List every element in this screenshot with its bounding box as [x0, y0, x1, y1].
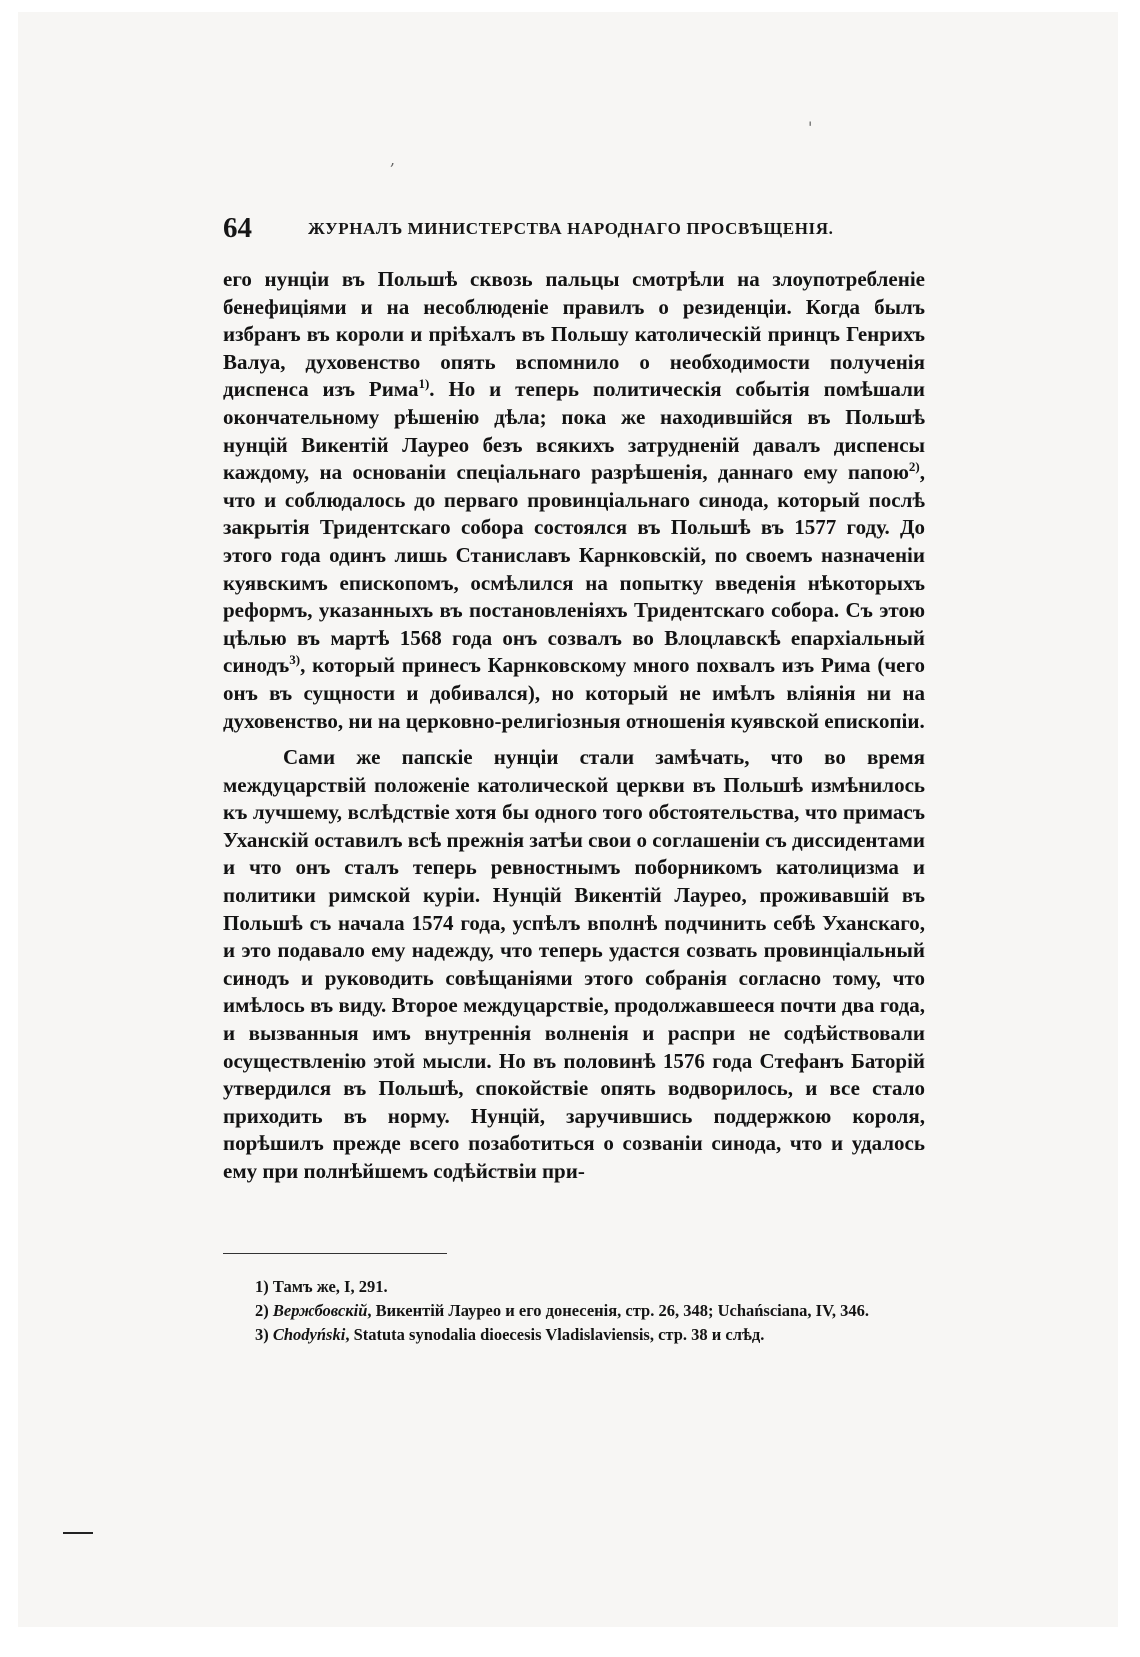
paragraph: Сами же папскіе нунціи стали замѣчать, что во время междуцарствій положеніе католической церкви въ Польшѣ измѣнилось къ лучшему, вслѣдствіе хотя бы одного того обстоятельства, что примасъ Уханскій оставилъ всѣ прежнія затѣи свои о соглашеніи съ диссидентами и что онъ сталъ теперь ревностнымъ поборникомъ католицизма и политики римской куріи. Нунцій Викентій Лауреo, проживавшій въ Польшѣ съ начала 1574 года, успѣлъ вполнѣ подчинить себѣ Уханскаго, и это подавало ему надежду, что теперь удастся созвать провинціальный синодъ и руководить совѣщаніями этого собранія согласно тому, что имѣлось въ виду. Второе междуцарствіе, продолжавшееся почти два года, и вызванныя имъ внутреннія волненія и распри не содѣйствовали осуществленію этой мысли. Но въ половинѣ 1576 года Стефанъ Баторій утвердился въ Польшѣ, спокойствіе опять водворилось, и все стало приходить въ норму. Нунцій, заручившись поддержкою короля, порѣшилъ прежде всего позаботиться о созваніи синода, что и удалось ему при полнѣйшемъ содѣйствіи при- — [223, 745, 925, 1183]
paragraph: его нунціи въ Польшѣ сквозь пальцы смотрѣли на злоупотребленіе бенефиціями и на несоблюденіе правилъ о резиденціи. Когда былъ избранъ въ короли и пріѣхалъ въ Польшу католическій принцъ Генрихъ Валуа, духовенство опять вспомнило о необходимости полученія диспенса изъ Рима$^{1)}$. Но и теперь политическія событія помѣшали окончательному рѣшенію дѣла; пока же находившійся въ Польшѣ нунцій Викентій Лауреo безъ всякихъ затрудненій давалъ диспенсы каждому, на основаніи спеціальнаго разрѣшенія, даннаго ему папою$^{2)}$, что и соблюдалось до перваго провинціальнаго синода, который послѣ закрытія Тридентскаго собора состоялся въ Польшѣ въ 1577 году. До этого года одинъ лишь Станиславъ Карнковскій, по своемъ назначеніи куявскимъ епископомъ, осмѣлился на попытку введенія нѣкоторыхъ реформъ, указанныхъ въ постановленіяхъ Тридентскаго собора. Съ этою цѣлью въ мартѣ 1568 года онъ созвалъ во Влоцлавскѣ епархіальный синодъ$^{3)}$, который принесъ Карнковскому много похвалъ изъ Рима (чего онъ въ сущности и добивался), но который не имѣлъ вліянія ни на духовенство, ни на церковно-религіозныя отношенія куявской епископіи. — [223, 267, 925, 733]
footnotes — [223, 1275, 925, 1347]
book-page — [18, 12, 1118, 1627]
running-title: ЖУРНАЛЪ МИНИСТЕРСТВА НАРОДНАГО ПРОСВѢЩЕНІЯ. — [308, 219, 834, 238]
main-text — [223, 266, 925, 1186]
footnote: 1) Тамъ же, I, 291. — [255, 1277, 388, 1296]
margin-dash — [63, 1532, 93, 1534]
footnote-ref: 3) — [289, 652, 301, 668]
footnote-rule — [223, 1253, 447, 1254]
page-header — [223, 210, 833, 246]
footnote-ref: 2) — [908, 459, 920, 475]
footnote: 2) Вержбовскій, Викентій Лауреo и его донесенія, стр. 26, 348; Uchańsciana, IV, 346. — [255, 1301, 870, 1320]
speck-mark: ' — [808, 118, 813, 137]
speck-mark: , — [390, 150, 396, 169]
footnote-ref: 1) — [418, 376, 430, 392]
footnote: 3) Chodyński, Statuta synodalia dioecesis Vladislaviensis, стр. 38 и слѣд. — [255, 1325, 765, 1344]
page-number: 64 — [223, 212, 252, 244]
